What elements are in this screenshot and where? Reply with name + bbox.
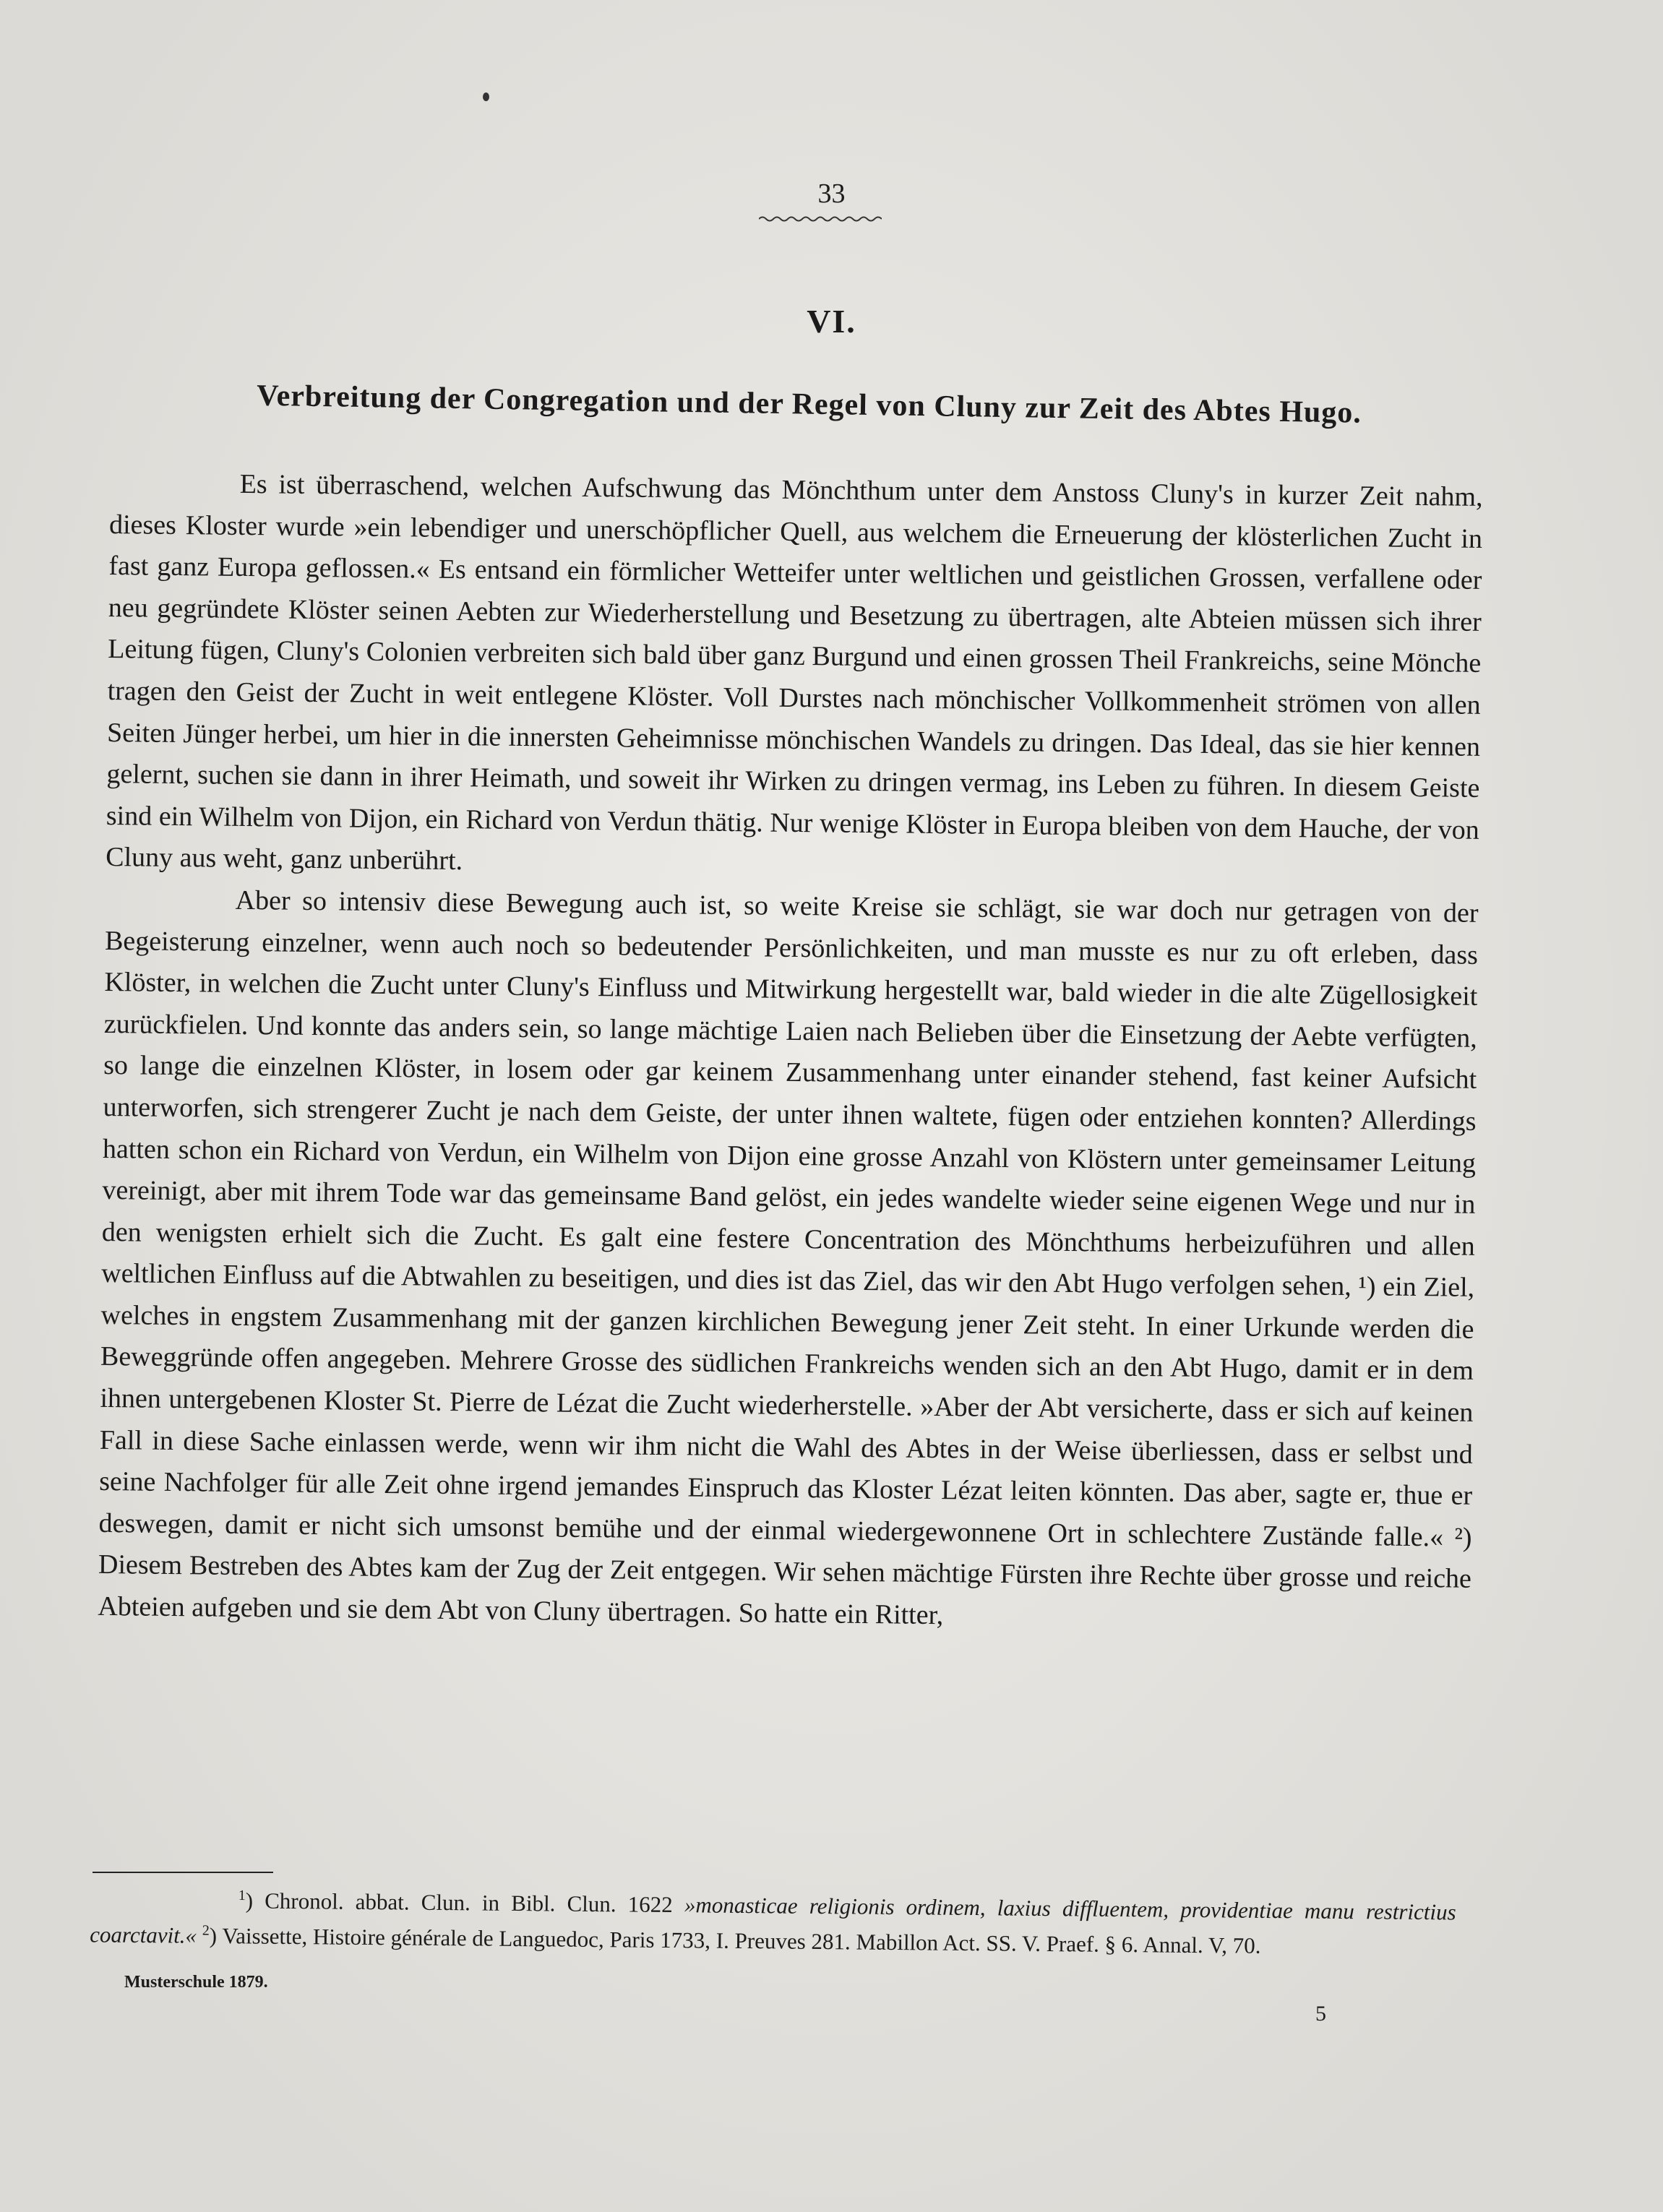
footnote-divider (93, 1872, 273, 1873)
chapter-number: VI. (807, 303, 856, 340)
printer-signature: Musterschule 1879. (124, 1973, 268, 1992)
ink-speck (483, 92, 489, 101)
paragraph-2: Aber so intensiv diese Bewegung auch ist, so weite Kreise sie schlägt, sie war doch nur getragen von der Begeisterung einzelner, wenn auch noch so bedeutender Persönlichkeiten, und man musste es nur zu oft erleben, dass Klöster, in welchen die Zucht unter Cluny's Einfluss und Mitwirkung hergestellt war, bald wieder in die alte Zügellosigkeit zurückfielen. Und konnte das anders sein, so lange mächtige Laien nach Belieben über die Einsetzung der Aebte verfügten, so lange die einzelnen Klöster, in losem oder gar keinem Zusammenhang unter einander stehend, fast keiner Aufsicht unterworfen, sich strengerer Zucht je nach dem Geiste, der unter ihnen waltete, fügen oder entziehen konnten? Allerdings hatten schon ein Richard von Verdun, ein Wilhelm von Dijon eine grosse Anzahl von Klöstern unter gemeinsamer Leitung vereinigt, aber mit ihrem Tode war das gemeinsame Band gelöst, ein jedes wandelte wieder seine eigenen Wege und nur in den wenigsten erhielt sich die Zucht. Es galt eine festere Concentration des Mönchthums herbeizuführen und allen weltlichen Einfluss auf die Abtwahlen zu beseitigen, und dies ist das Ziel, das wir den Abt Hugo verfolgen sehen, ¹) ein Ziel, welches in engstem Zusammenhang mit der ganzen kirchlichen Bewegung jener Zeit steht. In einer Urkunde werden die Beweggründe offen angegeben. Mehrere Grosse des südlichen Frankreichs wenden sich an den Abt Hugo, damit er in dem ihnen untergebenen Kloster St. Pierre de Lézat die Zucht wiederherstelle. »Aber der Abt versicherte, dass er sich auf keinen Fall in diese Sache einlassen werde, wenn wir ihm nicht die Wahl des Abtes in der Weise überliessen, dass er selbst und seine Nachfolger für alle Zeit ohne irgend jemandes Einspruch das Kloster Lézat leiten könnten. Das aber, sagte er, thue er deswegen, damit er nicht sich umsonst bemühe und der einmal wiedergewonnene Ort in schlechtere Zustände falle.« ²) Diesem Bestreben des Abtes kam der Zug der Zeit entgegen. Wir sehen mächtige Fürsten ihre Rechte über grosse und reiche Abteien aufgeben und sie dem Abt von Cluny übertragen. So hatte ein Ritter, (98, 885, 1479, 1631)
page-number: 33 (817, 178, 846, 209)
paragraph-1: Es ist überraschend, welchen Aufschwung das Mönchthum unter dem Anstoss Cluny's in kurzer Zeit nahm, dieses Kloster wurde »ein lebendiger und unerschöpflicher Quell, aus welchem die Erneuerung der klösterlichen Zucht in fast ganz Europa geflossen.« Es entsand ein förmlicher Wetteifer unter weltlichen und geistlichen Grossen, verfallene oder neu gegründete Klöster seinen Aebten zur Wiederherstellung und Besetzung zu übertragen, alte Abteien müssen sich ihrer Leitung fügen, Cluny's Colonien verbreiten sich bald über ganz Burgund und einen grossen Theil Frankreichs, seine Mönche tragen den Geist der Zucht in weit entlegene Klöster. Voll Durstes nach mönchischer Vollkommenheit strömen von allen Seiten Jünger herbei, um hier in die innersten Geheimnisse mönchischen Wandels zu dringen. Das Ideal, das sie hier kennen gelernt, suchen sie dann in ihrer Heimath, und soweit ihr Wirken zu dringen vermag, ins Leben zu führen. In diesem Geiste sind ein Wilhelm von Dijon, ein Richard von Verdun thätig. Nur wenige Klöster in Europa bleiben von dem Hauche, der von Cluny aus weht, ganz unberührt. (106, 468, 1483, 877)
footnote-2-mark: 2 (202, 1922, 210, 1939)
decorative-wavy-rule (759, 214, 882, 224)
footnote-1-quote: »monasticae religionis ordinem, laxius diffluentem, providentiae manu restrictius coarctavit.« (90, 1892, 1456, 1949)
footnotes (90, 1879, 1456, 1963)
body-text (98, 462, 1483, 1642)
footnote-2-text: ) Vaissette, Histoire générale de Languedoc, Paris 1733, I. Preuves 281. Mabillon Act. SS. V. Praef. § 6. Annal. V, 70. (209, 1923, 1261, 1959)
chapter-title: Verbreitung der Congregation und der Regel von Cluny zur Zeit des Abtes Hugo. (256, 379, 1362, 430)
sheet-number: 5 (1315, 2002, 1326, 2026)
footnote-block (90, 1879, 1456, 1963)
footnote-1-source: ) Chronol. abbat. Clun. in Bibl. Clun. 1622 (245, 1888, 685, 1918)
footnote-1-mark: 1 (238, 1887, 246, 1904)
